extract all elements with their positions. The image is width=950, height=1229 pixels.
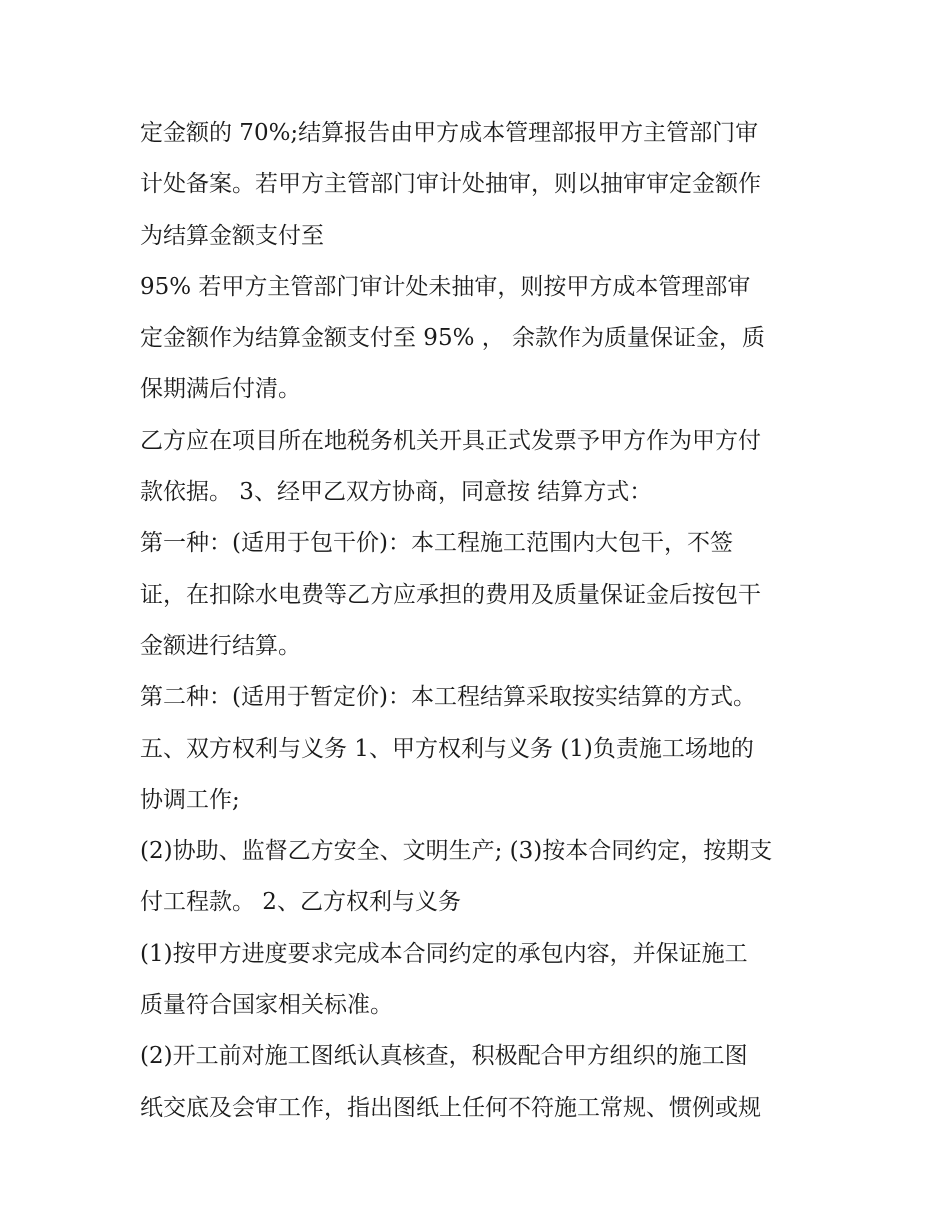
text-line-10: 证，在扣除水电费等乙方应承担的费用及质量保证金后按包干 (140, 581, 761, 608)
text-line-13: 五、双方权利与义务 1、甲方权利与义务 (1)负责施工场地的 (140, 735, 754, 762)
text-line-5: 定金额作为结算金额支付至 95% ， 余款作为质量保证金，质 (140, 325, 766, 352)
text-line-19: (2)开工前对施工图纸认真核查，积极配合甲方组织的施工图 (140, 1043, 748, 1070)
text-line-11: 金额进行结算。 (140, 632, 301, 659)
text-line-18: 质量符合国家相关标准。 (140, 992, 393, 1019)
text-line-4: 95% 若甲方主管部门审计处未抽审，则按甲方成本管理部审 (140, 273, 751, 300)
text-line-6: 保期满后付清。 (140, 376, 301, 403)
text-line-3: 为结算金额支付至 (140, 222, 324, 249)
text-line-9: 第一种：(适用于包干价)：本工程施工范围内大包干，不签 (140, 530, 733, 557)
text-line-1: 定金额的 70%;结算报告由甲方成本管理部报甲方主管部门审 (140, 120, 759, 146)
text-line-12: 第二种：(适用于暂定价)：本工程结算采取按实结算的方式。 (140, 684, 756, 711)
text-line-16: 付工程款。 2、乙方权利与义务 (140, 889, 461, 916)
text-line-20: 纸交底及会审工作，指出图纸上任何不符施工常规、惯例或规 (140, 1094, 761, 1121)
text-line-15: (2)协助、监督乙方安全、文明生产; (3)按本合同约定，按期支 (140, 838, 773, 865)
text-line-2: 计处备案。若甲方主管部门审计处抽审，则以抽审审定金额作 (140, 171, 761, 198)
text-line-14: 协调工作; (140, 786, 240, 813)
text-line-7: 乙方应在项目所在地税务机关开具正式发票予甲方作为甲方付 (140, 427, 761, 454)
text-line-8: 款依据。 3、经甲乙双方协商，同意按 结算方式： (140, 479, 653, 506)
contract-text-body (140, 108, 830, 1134)
text-line-17: (1)按甲方进度要求完成本合同约定的承包内容，并保证施工 (140, 940, 748, 967)
